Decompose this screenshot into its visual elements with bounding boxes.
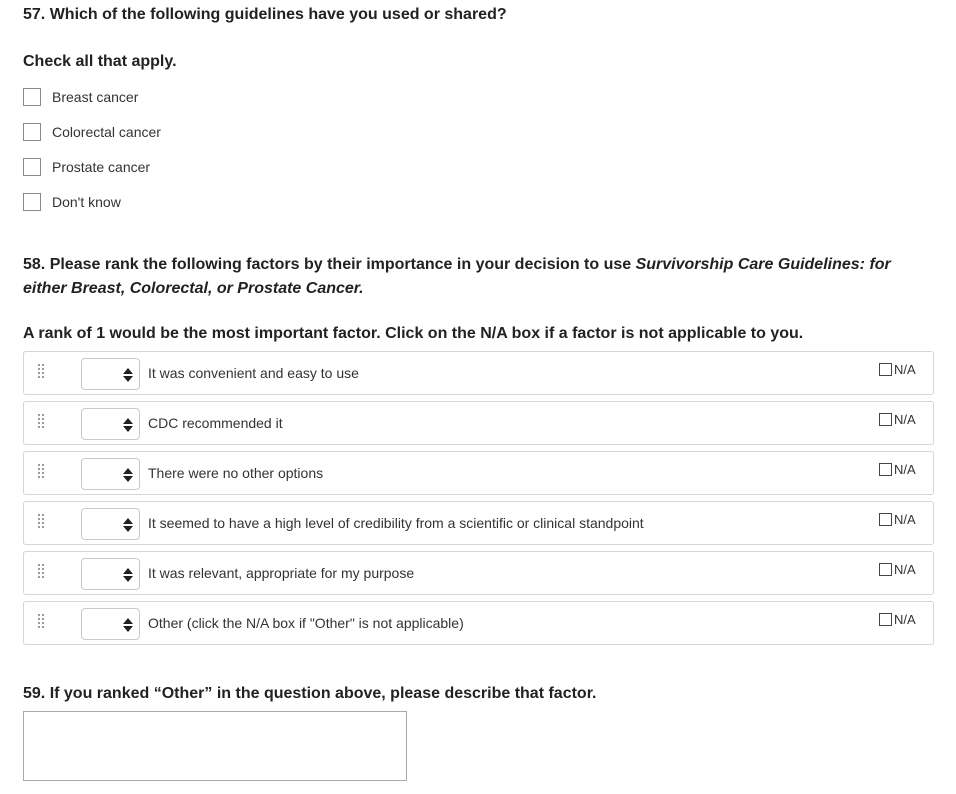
up-down-arrow-icon	[123, 468, 133, 482]
drag-handle-icon[interactable]	[38, 414, 48, 432]
na-option[interactable]	[879, 512, 916, 527]
na-option[interactable]	[879, 612, 916, 627]
question-58-instruction: A rank of 1 would be the most important factor. Click on the N/A box if a factor is not applicable to you.	[23, 325, 804, 342]
rank-row[interactable]	[23, 501, 934, 545]
factor-label: CDC recommended it	[148, 415, 283, 431]
drag-handle-icon[interactable]	[38, 364, 48, 382]
up-down-arrow-icon	[123, 368, 133, 382]
factor-label: There were no other options	[148, 465, 324, 481]
na-label: N/A	[894, 512, 916, 527]
rank-row[interactable]	[23, 451, 934, 495]
option-colorectal-cancer[interactable]	[23, 122, 161, 142]
rank-row[interactable]	[23, 551, 934, 595]
drag-handle-icon[interactable]	[38, 514, 48, 532]
na-option[interactable]	[879, 562, 916, 577]
na-label: N/A	[894, 412, 916, 427]
factor-label: It seemed to have a high level of credibility from a scientific or clinical standpoint	[148, 515, 644, 531]
na-checkbox[interactable]	[879, 613, 892, 626]
option-label: Don't know	[52, 194, 121, 210]
rank-row[interactable]	[23, 351, 934, 395]
option-dont-know[interactable]	[23, 192, 121, 212]
up-down-arrow-icon	[123, 518, 133, 532]
na-checkbox[interactable]	[879, 363, 892, 376]
na-label: N/A	[894, 362, 916, 377]
question-58-title-italic-1: Survivorship Care Guidelines: for	[635, 256, 891, 273]
rank-select[interactable]	[81, 508, 140, 540]
rank-select[interactable]	[81, 608, 140, 640]
option-label: Prostate cancer	[52, 159, 151, 175]
na-option[interactable]	[879, 462, 916, 477]
rank-select[interactable]	[81, 408, 140, 440]
checkbox-colorectal-cancer[interactable]	[23, 123, 41, 141]
drag-handle-icon[interactable]	[38, 564, 48, 582]
na-checkbox[interactable]	[879, 463, 892, 476]
up-down-arrow-icon	[123, 618, 133, 632]
other-factor-textarea[interactable]	[23, 711, 407, 781]
question-58-title-italic-2: either Breast, Colorectal, or Prostate Cancer.	[23, 280, 364, 297]
na-label: N/A	[894, 462, 916, 477]
option-prostate-cancer[interactable]	[23, 157, 150, 177]
question-58-title-text: 58. Please rank the following factors by their importance in your decision to use	[23, 256, 636, 273]
rank-select[interactable]	[81, 558, 140, 590]
rank-row[interactable]	[23, 601, 934, 645]
na-checkbox[interactable]	[879, 413, 892, 426]
drag-handle-icon[interactable]	[38, 614, 48, 632]
rank-select[interactable]	[81, 358, 140, 390]
na-checkbox[interactable]	[879, 563, 892, 576]
drag-handle-icon[interactable]	[38, 464, 48, 482]
checkbox-breast-cancer[interactable]	[23, 88, 41, 106]
factor-label: Other (click the N/A box if "Other" is not applicable)	[148, 615, 464, 631]
question-57-instruction: Check all that apply.	[23, 53, 177, 70]
question-57-title: 57. Which of the following guidelines have you used or shared?	[23, 6, 507, 23]
question-59-title: 59. If you ranked “Other” in the question above, please describe that factor.	[23, 685, 597, 702]
na-option[interactable]	[879, 362, 916, 377]
option-label: Breast cancer	[52, 89, 139, 105]
checkbox-dont-know[interactable]	[23, 193, 41, 211]
rank-select[interactable]	[81, 458, 140, 490]
up-down-arrow-icon	[123, 568, 133, 582]
option-breast-cancer[interactable]	[23, 87, 138, 107]
rank-row[interactable]	[23, 401, 934, 445]
na-label: N/A	[894, 612, 916, 627]
na-option[interactable]	[879, 412, 916, 427]
question-58-title	[23, 253, 923, 301]
checkbox-prostate-cancer[interactable]	[23, 158, 41, 176]
option-label: Colorectal cancer	[52, 124, 161, 140]
up-down-arrow-icon	[123, 418, 133, 432]
na-checkbox[interactable]	[879, 513, 892, 526]
factor-label: It was relevant, appropriate for my purpose	[148, 565, 415, 581]
na-label: N/A	[894, 562, 916, 577]
factor-label: It was convenient and easy to use	[148, 365, 359, 381]
